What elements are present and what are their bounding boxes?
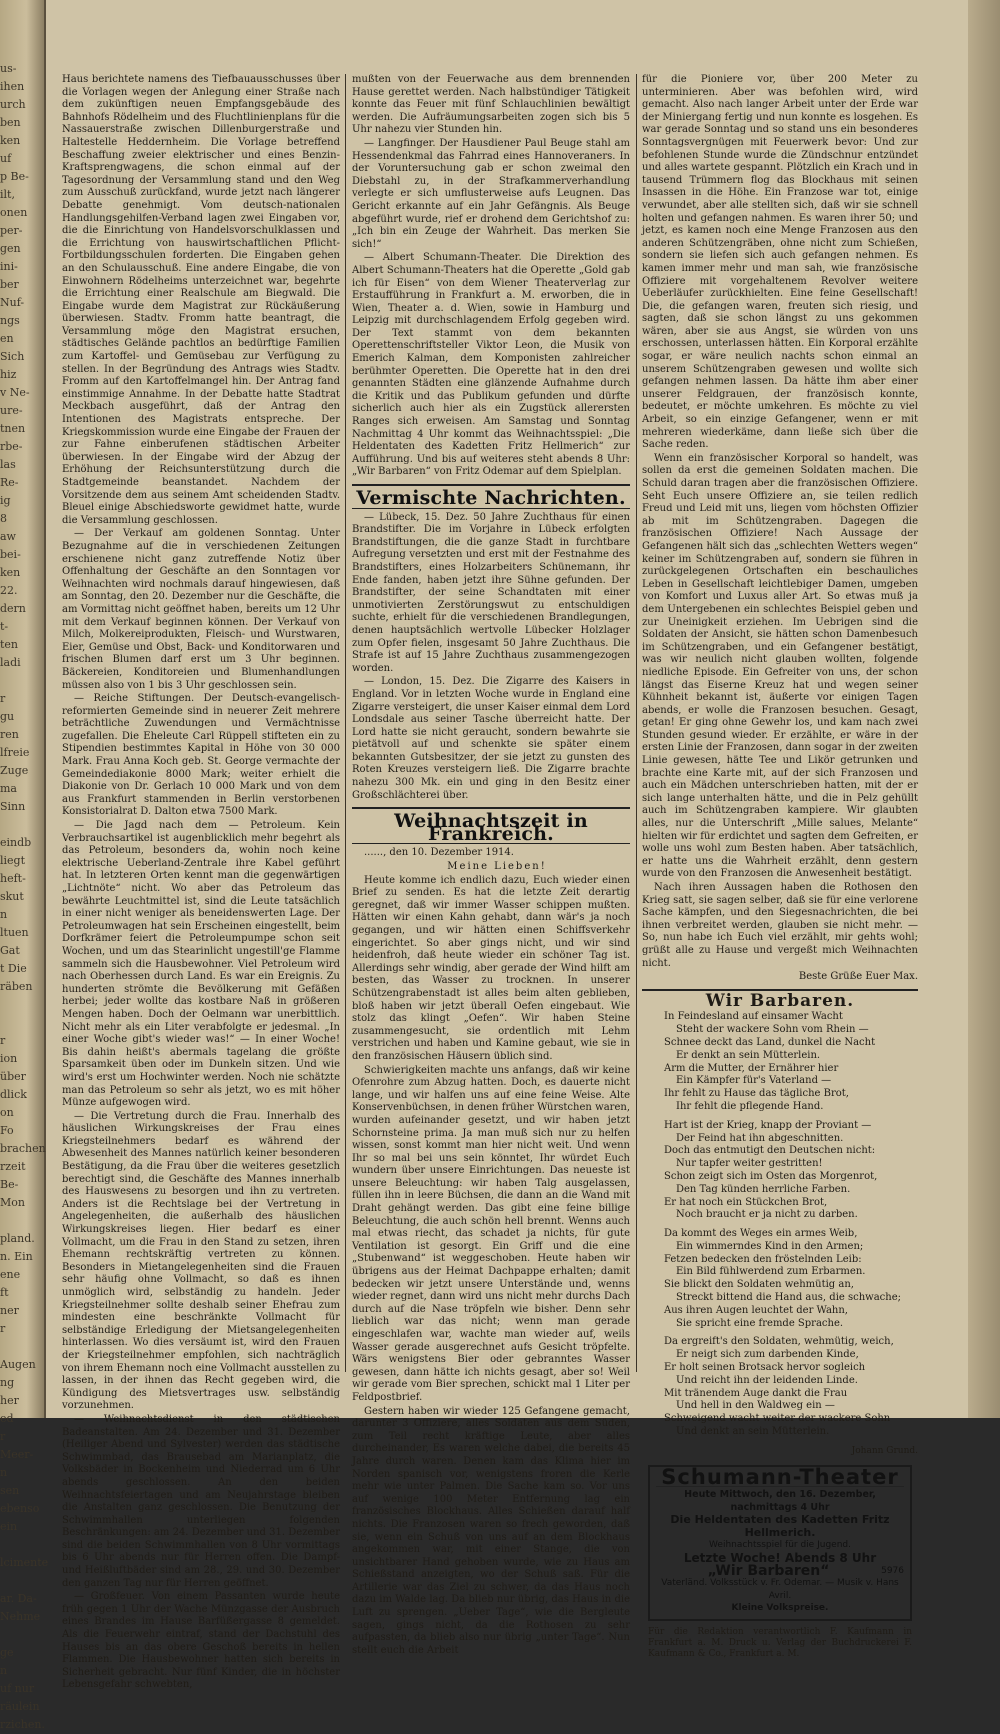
edge-fragment: ion	[0, 1052, 18, 1065]
edge-fragment: lfreie	[0, 746, 30, 759]
poem-stanza	[642, 1336, 918, 1438]
edge-fragment: eindb	[0, 836, 32, 849]
section-divider	[352, 484, 630, 486]
article-paragraph: — London, 15. Dez. Die Zigarre des Kaisers in England. Vor in letzten Woche wurde in England eine Zigarre versteigert, die unser Kaiser einmal dem Lord Londsdale aus seiner Tasche überreicht hatte. Der Lord hatte sie nicht geraucht, sondern bewahrte sie pietätvoll auf und schenkte sie später einem bekannten Gutsbesitzer, der sie jetzt zu gunsten des Roten Kreuzes versteigern ließ. Die Zigarre brachte nahezu 300 Mk. ein und ging in den Besitz einer Großschlächterei über.	[352, 676, 630, 801]
article-paragraph: — Weihnachtsdienst in den städtischen Badeanstalten. Am 24. Dezember und 31. Dezember (Heiliger Abend und Sylvester) werden das städtische Schwimmbad, das Brausebad am Marianplatz, die Volksbäder in Bockenheim und Niederrad um 6 Uhr abends geschlossen. An den beiden Weihnachtsfeiertagen und am Neujahrstage bleiben die Anstalten ganz geschlossen. Die Benutzung der Schwimmhallen unterliegen folgenden Beschränkungen: am 24. Dezember und 31. Dezember sind die beiden Schwimmhallen von 8 Uhr vormittags bis 6 Uhr abends nur für Herren offen. Die Dampf- und Heißluftbäder sind am 28., 29. und 30. Dezember den ganzen Tag nur für Herren geöffnet.	[62, 1413, 340, 1589]
ad-line: Kleine Volkspreise.	[731, 1603, 829, 1614]
poem-line: Da ergreift's den Soldaten, wehmütig, weich,	[664, 1336, 894, 1348]
ad-line: Die Heldentaten des Kadetten Fritz Hellmerich.	[670, 1513, 890, 1539]
poem-line: Da kommt des Weges ein armes Weib,	[664, 1228, 858, 1240]
edge-fragment: ene	[0, 1268, 21, 1281]
edge-fragment: t Die	[0, 962, 27, 975]
article-paragraph: mußten von der Feuerwache aus dem brennenden Hause gerettet werden. Nach halbstündiger Tätigkeit konnte das Feuer mit fünf Schlauchlinien bewältigt werden. Die Aufräumungsarbeiten zogen sich bis 5 Uhr nahezu vier Stunden hin.	[352, 74, 630, 136]
edge-fragment: Augen	[0, 1358, 36, 1371]
column-2	[352, 74, 630, 1656]
edge-fragment: bei-	[0, 548, 21, 561]
poem-line: Fetzen bedecken den fröstelnden Leib:	[664, 1253, 862, 1265]
poem-line: Sie blickt den Soldaten wehmütig an,	[664, 1279, 854, 1291]
edge-fragment: 8	[0, 512, 7, 525]
section-heading-vermischte: Vermischte Nachrichten.	[356, 487, 626, 509]
article-paragraph: — Großfeuer. Von einem Passanten wurde heute früh gegen 1 Uhr der Wache Münzgasse der Ausbruch eines Brandes im Hause Barfüßergasse 8 gemeldet. Als die Feuerwehr eintraf, stand der Dachstuhl des Hauses bis an das obere Geschoß bereits in hellen Flammen. Die Hausbewohner hatten sich bereits in Sicherheit gebracht. Nur fünf Kinder, die in höchster Lebensgefahr schwebten,	[62, 1591, 340, 1691]
poem-line: Er denkt an sein Mütterlein.	[676, 1049, 821, 1061]
edge-fragment: ebenso	[0, 1502, 40, 1515]
poem-line: Schnee deckt das Land, dunkel die Nacht	[664, 1036, 876, 1048]
previous-page-text-fragments	[0, 60, 49, 1734]
edge-fragment: Mon	[0, 1196, 25, 1209]
edge-fragment: ner	[0, 1304, 19, 1317]
poem-line: Er neigt sich zum darbenden Kinde,	[676, 1349, 859, 1361]
column-3	[642, 74, 918, 1659]
poem-line: Aus ihren Augen leuchtet der Wahn,	[664, 1304, 848, 1316]
ad-line: Vaterländ. Volksstück v. Fr. Odemar. — Musik v. Hans Avril.	[661, 1578, 899, 1601]
ad-title: Schumann-Theater	[656, 1471, 904, 1487]
poem-line: Er holt seinen Brotsack hervor sogleich	[664, 1362, 866, 1374]
poem-line: Ihr fehlt die pflegende Hand.	[676, 1100, 824, 1112]
edge-fragment: brachen	[0, 1142, 46, 1155]
edge-fragment: Re-	[0, 476, 19, 489]
edge-fragment: r	[0, 1430, 6, 1443]
edge-fragment: r	[0, 1034, 6, 1047]
edge-fragment: ilt,	[0, 188, 15, 201]
poem-line: Mit tränendem Auge dankt die Frau	[664, 1387, 848, 1399]
poem-line: Den Tag künden herrliche Farben.	[676, 1183, 851, 1195]
column-1	[62, 74, 341, 1691]
edge-fragment: sen	[0, 1484, 20, 1497]
article-paragraph: — Die Jagd nach dem — Petroleum. Kein Verbrauchsartikel ist augenblicklich mehr begehrt als das Petroleum, besonders da, wohin noch keine elektrische Ueberland-Zentrale ihre Kabel geführt hat. In letzteren Orten kennt man die gegenwärtigen „Lichtnöte“ nicht. Wo aber das Petroleum das bewährte Leuchtmittel ist, sind die Leute tatsächlich in einer nicht weniger als beneidenswerten Lage. Der Petroleumwagen hat sein Erscheinen eingestellt, beim Dorfkrämer feiert die Petroleumpumpe schon seit Wochen, und um das Stearinlicht ungestill'ge Flamme sammeln sich die Hausbewohner. Viel Petroleum wird nach Oberhessen durch Land. Es war ein Ereignis. Zu hunderten strömte die Bevölkerung mit Gefäßen herbei; jeder wollte das kostbare Naß in größeren Mengen haben. Doch der Oelmann war unerbittlich. Nicht mehr als ein Liter verabfolgte er jedesmal. „In einer Woche gibt's wieder was!“ — In einer Woche! Bis dahin heißt's abermals tagelang die größte Sparsamkeit üben oder im Dunkeln sitzen. Und wie wird's erst um Hochwinter werden. Noch nie schätzte man das Petroleum so sehr als jetzt, wo es mit höher Münze aufgewogen wird.	[62, 820, 340, 1109]
poem-line: Ein wimmerndes Kind in den Armen;	[676, 1240, 864, 1252]
edge-fragment: p Be-	[0, 170, 29, 183]
edge-fragment: über	[0, 1070, 26, 1083]
article-paragraph: Schwierigkeiten machte uns anfangs, daß wir keine Ofenrohre zum Abzug hatten. Doch, es dauerte nicht lange, und wir halfen uns auf eine feine Weise. Alte Konservenbüchsen, in denen früher Würstchen waren, wurden aufeinander gesetzt, und wir haben jetzt Schornsteine prima. Ja man muß sich nur zu helfen wissen, sonst kommt man hier nicht weit. Und wenn Ihr so mal bei uns sein könntet, Ihr würdet Euch wundern über unsere Einrichtungen. Das neueste ist unsere Beleuchtung: wir haben Talg ausgelassen, füllen ihn in leere Büchsen, die dann an die Wand mit Draht gehängt werden. Das gibt eine feine billige Beleuchtung, die auch schön hell brennt. Wenns auch mal etwas riecht, das schadet ja nichts, für gute Ventilation ist gesorgt. Ein Griff und die eine „Stubenwand“ ist weggeschoben. Heute haben wir übrigens aus der Heimat Dachpappe erhalten; damit bedecken wir jetzt unsere Unterstände und, wenns wieder regnet, dann wird uns nicht mehr durchs Dach durch auf die Nase tröpfeln wie bisher. Denn sehr lieblich war das nicht; wenn man gerade eingeschlafen war, wachte man wieder auf, weils Wasser gerade ausgerechnet aufs Gesicht tröpfelte. Wärs wenigstens Bier oder gebranntes Wasser gewesen, dann hätte ich nichts gesagt, aber so! Weil wir gerade vom Bier sprechen, schickt mal 1 Liter per Feldpostbrief.	[352, 1064, 630, 1403]
poem-line: Streckt bittend die Hand aus, die schwache;	[676, 1292, 902, 1304]
edge-fragment: dlick	[0, 1088, 27, 1101]
poem-line: Schweigend wacht weiter der wackere Sohn	[664, 1413, 891, 1425]
poem-stanza	[642, 1011, 918, 1113]
edge-fragment: Zuge	[0, 764, 29, 777]
imprint: Für die Redaktion verantwortlich F. Kaufmann in Frankfurt a. M. Druck u. Verlag der Buchdruckerei F. Kaufmann & Co., Frankfurt a. M.	[648, 1626, 912, 1659]
section-heading-weihnacht: Weihnachtszeit in Frankreich.	[394, 810, 588, 845]
column-rule	[636, 74, 637, 1372]
edge-fragment: urch	[0, 98, 26, 111]
edge-fragment: onen	[0, 206, 28, 219]
theater-advertisement	[648, 1465, 912, 1621]
poem-line: Der Feind hat ihn abgeschnitten.	[676, 1132, 844, 1144]
edge-fragment	[0, 1626, 40, 1644]
ad-line: Heute Mittwoch, den 16. Dezember, nachmittags 4 Uhr	[684, 1489, 876, 1513]
poem-line: Arm die Mutter, der Ernährer hier	[664, 1062, 839, 1074]
poem-line: Ein Bild fühlwerdend zum Erbarmen.	[676, 1266, 866, 1278]
edge-fragment: ed	[0, 1412, 14, 1425]
edge-fragment	[0, 1572, 40, 1590]
edge-fragment: 22.	[0, 584, 18, 597]
edge-fragment: n	[0, 1664, 8, 1677]
ad-play-title: „Wir Barbaren“	[707, 1562, 830, 1579]
edge-fragment: Be-	[0, 1178, 19, 1191]
article-paragraph: Wenn ein französischer Korporal so handelt, was sollen da erst die gemeinen Soldaten machen. Die Schuld daran tragen aber die französischen Offiziere. Seht Euch unsere Offiziere an, sie teilen redlich Freud und Leid mit uns, liegen vom höchsten Offizier ab mit im Schützengraben. Dagegen die französischen Offiziere! Nach Aussage der Gefangenen hält sich das „schlechten Wetters wegen“ keiner im Schützengraben auf, sondern sie führen in zurückgelegenen Ortschaften ein beschauliches Leben in Gesellschaft leichtlebiger Damen, umgeben von Komfort und Luxus aller Art. So etwas muß ja dem Untergebenen ein schlechtes Beispiel geben und zur Uneinigkeit erziehen. Im Uebrigen sind die Soldaten der Ansicht, sie hätten schon Damenbesuch im Schützengraben, und ein Gefangener bestätigt, was wir neulich nicht glauben wollten, folgende niedliche Episode. Ein Gefreiter von uns, der schon längst das Eiserne Kreuz hat und wegen seiner Kühnheit bekannt ist, äußerte vor einigen Tagen abends, er wolle die Franzosen besuchen. Gesagt, getan! Er ging ohne Gewehr los, und kam nach zwei Stunden gesund wieder. Er erzählte, er wäre in der ersten Linie der Franzosen, dann sogar in der zweiten Linie gewesen, hätte Tee und Likör getrunken und brachte eine Karte mit, auf der sich Franzosen und auch ein Mädchen unterschrieben hatten, mit der er sich lange unterhalten hätte, und die in Pelz gehüllt auch im Schützengraben kampiere. Wir glaubten alles, nur die Unterschrift „Mille salues, Melante“ hielten wir für erdichtet und sagten dem Gefreiten, er wolle uns wohl zum Besten haben. Aber tatsächlich, er hatte uns die Wahrheit erzählt, denn gestern wurde von den Franzosen die Anwesenheit bestätigt.	[642, 452, 918, 880]
edge-fragment: ar. Da-	[0, 1592, 37, 1605]
letter-signoff: Beste Grüße Euer Max.	[798, 971, 918, 983]
edge-fragment: skut	[0, 890, 24, 903]
edge-fragment	[0, 1536, 40, 1554]
ad-line: Weihnachtsspiel für die Jugend.	[709, 1540, 851, 1551]
edge-fragment: ihen	[0, 80, 25, 93]
edge-fragment	[0, 672, 40, 690]
edge-fragment	[0, 1338, 40, 1356]
edge-fragment: ken	[0, 566, 21, 579]
edge-fragment: ben	[0, 116, 21, 129]
edge-fragment: ken	[0, 134, 21, 147]
poem-line: Und denkt an sein Mütterlein.	[676, 1426, 830, 1438]
edge-fragment: tnen	[0, 422, 26, 435]
poem-line: Hart ist der Krieg, knapp der Proviant —	[664, 1119, 872, 1131]
article-paragraph: — Die Vertretung durch die Frau. Innerhalb des häuslichen Wirkungskreises der Frau eines Kriegsteilnehmers bedarf es während der Abwesenheit des Mannes natürlich keiner besonderen Bestätigung, da die Frau über die weiteres gesetzlich berechtigt sind, die Geschäfte des Mannes innerhalb des Hauswesens zu besorgen und ihn zu vertreten. Anders ist die Rechtslage bei der Vertretung in Angelegenheiten, die außerhalb des häuslichen Wirkungskreises liegen. Hier bedarf es einer Vollmacht, um die Frau in den Stand zu setzen, ihren Ehemann rechtskräftig vertreten zu können. Besonders in Mietangelegenheiten sind die Frauen sehr häufig ohne Vollmacht, so daß es ihnen unmöglich wird, selbständig zu handeln. Jeder Kriegsteilnehmer sollte deshalb seiner Ehefrau zum mindesten eine beschränkte Vollmacht für selbständige Erledigung der Mietsangelegenheiten hinterlassen. Wo dies versäumt ist, wird den Frauen der Kriegsteilnehmer empfohlen, sich nachträglich von ihrem Ehemann noch eine Vollmacht ausstellen zu lassen, in der ihnen das Recht gegeben wird, die Kündigung des Mietsvertrages usw. selbständig vorzunehmen.	[62, 1110, 340, 1412]
edge-fragment: on	[0, 1106, 14, 1119]
edge-fragment: rzichen.	[0, 1718, 45, 1731]
edge-fragment: lcimente	[0, 1556, 49, 1569]
edge-fragment: her	[0, 1394, 19, 1407]
poem-line: Er hat noch ein Stückchen Brot,	[664, 1196, 828, 1208]
edge-fragment: gen	[0, 242, 21, 255]
article-paragraph: — Lübeck, 15. Dez. 50 Jahre Zuchthaus für einen Brandstifter. Die im Vorjahre in Lübeck erfolgten Brandstiftungen, die die ganze Stadt in furchtbare Aufregung versetzten und erst mit der Festnahme des Brandstifters, eines Holzarbeiters Schünemann, ihr Ende fanden, haben jetzt ihre Sühne gefunden. Der Brandstifter, der seine Schandtaten mit einer unmotivierten Zerstörungswut zu entschuldigen suchte, erhielt für die verschiedenen Brandlegungen, denen hauptsächlich wertvolle Lübecker Holzlager zum Opfer fielen, insgesamt 50 Jahre Zuchthaus. Die Strafe ist auf 15 Jahre Zuchthaus zusammengezogen worden.	[352, 511, 630, 674]
poem-line: Steht der wackere Sohn vom Rhein —	[676, 1024, 869, 1036]
poem-stanza	[642, 1228, 918, 1330]
section-divider	[352, 807, 630, 809]
edge-fragment: dern	[0, 602, 26, 615]
edge-fragment: r	[0, 692, 6, 705]
edge-fragment: ig	[0, 494, 11, 507]
poem-line: Und reicht ihn der leidenden Linde.	[676, 1374, 858, 1386]
edge-fragment: liegt	[0, 854, 26, 867]
poem-line: Schon zeigt sich im Osten das Morgenrot,	[664, 1170, 878, 1182]
edge-fragment: Fo	[0, 1124, 14, 1137]
poem	[642, 1011, 918, 1439]
edge-fragment: ladi	[0, 656, 21, 669]
previous-page-edge	[0, 0, 49, 1731]
edge-fragment: Meer-	[0, 1448, 34, 1461]
edge-fragment: ge	[0, 1646, 14, 1659]
edge-fragment: las	[0, 458, 16, 471]
edge-fragment	[0, 816, 40, 834]
edge-fragment: räulein	[0, 1700, 40, 1713]
page-right-edge	[968, 0, 1000, 1418]
edge-fragment: us-	[0, 62, 17, 75]
edge-fragment: ure-	[0, 404, 23, 417]
article-paragraph: Heute komme ich endlich dazu, Euch wieder einen Brief zu senden. Es hat die letzte Zeit derartig geregnet, daß wir immer Wasser schippen mußten. Hätten wir einen Kahn gehabt, dann wär's ja noch gegangen, und wir hätten einen Schiffsverkehr eingerichtet. So aber gings nicht, und wir sind heidenfroh, daß heute wieder ein schöner Tag ist. Allerdings sehr windig, aber gerade der Wind hilft am besten, das Wasser zu trocknen. In unserer Schützengrabenstadt ist alles beim alten geblieben, bloß haben wir jetzt überall Oefen eingebaut. Wie stolz das klingt „Oefen“. Wir haben Steine zusammengesucht, sie ordentlich mit Lehm verstrichen und haben und Kamine gebaut, wie sie in den französischen Häusern üblich sind.	[352, 874, 630, 1062]
edge-fragment: rbe-	[0, 440, 23, 453]
edge-fragment: Sich	[0, 350, 25, 363]
edge-fragment: ng	[0, 1376, 15, 1389]
edge-fragment: ft	[0, 1286, 9, 1299]
edge-fragment: n	[0, 1466, 8, 1479]
poem-line: Doch das entmutigt den Deutschen nicht:	[664, 1145, 876, 1157]
edge-fragment	[0, 996, 40, 1014]
article-paragraph: Nach ihren Aussagen haben die Rothosen den Krieg satt, sie sagen selber, daß sie für eine verlorene Sache kämpfen, und den Siegesnachrichten, die bei ihnen verbreitet werden, glauben sie nicht mehr. — So, nun habe ich Euch viel erzählt, mir gehts wohl; grüßt alle zu Hause und vergeßt mich Weihnachten nicht.	[642, 882, 918, 969]
poem-line: Ihr fehlt zu Hause das tägliche Brot,	[664, 1088, 849, 1100]
poem-line: Ein Kämpfer für's Vaterland —	[676, 1075, 832, 1087]
edge-fragment: heft-	[0, 872, 26, 885]
edge-fragment: ngs	[0, 314, 20, 327]
edge-fragment: n	[0, 908, 8, 921]
poem-line: In Feindesland auf einsamer Wacht	[664, 1011, 843, 1023]
article-paragraph: — Albert Schumann-Theater. Die Direktion des Albert Schumann-Theaters hat die Operette „Gold gab ich für Eisen“ von dem Wiener Theaterverlag zur Erstaufführung in Frankfurt a. M. erworben, die in Wien, Theater a. d. Wien, sowie in Hamburg und Leipzig mit durchschlagendem Erfolg gegeben wird. Der Text stammt von dem bekannten Operettenschriftsteller Viktor Leon, die Musik von Emerich Kalman, dem Komponisten zahlreicher berühmter Operetten. Die Operette hat in den drei genannten Städten eine glänzende Aufnahme durch die Kritik und das Publikum gefunden und dürfte sicherlich auch hier als ein Zugstück allerersten Ranges sich erweisen. Am Samstag und Sonntag Nachmittag 4 Uhr kommt das Weihnachtsspiel: „Die Heldentaten des Kadetten Fritz Hellmerich“ zur Aufführung. Und bis auf weiteres steht abends 8 Uhr: „Wir Barbaren“ von Fritz Odemar auf dem Spielplan.	[352, 252, 630, 478]
edge-fragment: per-	[0, 224, 23, 237]
ad-line	[656, 1562, 904, 1579]
article-paragraph: Haus berichtete namens des Tiefbauausschusses über die Vorlagen wegen der Anlegung einer Straße nach dem zukünftigen neuen Empfangsgebäude des Bahnhofs Rödelheim und des Fluchtlinienplans für die Nassauerstraße zwischen Dillenburgerstraße und Haltestelle Heddernheim. Die Vorlage betreffend Beschaffung zweier elektrischer und eines Benzin-Kraftsprengwagens, die schon einmal auf der Tagesordnung der Versammlung stand und den Weg zum Ausschuß zurückfand, wurde jetzt nach längerer Debatte genehmigt. Vom deutsch-nationalen Handlungsgehilfen-Verband lagen zwei Eingaben vor, die die Einrichtung von Handelsvorschulklassen und die Errichtung von hauswirtschaftlichen Pflicht-Fortbildungsschulen forderten. Die Eingaben gehen an den Schulausschuß. Eine andere Eingabe, die von Einwohnern Rödelheims unterzeichnet war, begehrte die Errichtung einer Realschule am Biegwald. Die Eingabe wurde dem Magistrat zur Rückäußerung überwiesen. Stadtv. Fromm hatte beantragt, die Versammlung möge den Magistrat ersuchen, städtisches Gelände pachtlos an bedürftige Familien zum Kartoffel- und Gemüsebau zur Verfügung zu stellen. In der Begründung des Antrags wies Stadtv. Fromm auf den Kartoffelmangel hin. Der Antrag fand einstimmige Annahme. In der Debatte hatte Stadtrat Meckbach ausgeführt, daß der Antrag den Intentionen des Magistrats entspreche. Der Kriegskommission wurde eine Eingabe der Frauen der zur Fahne einberufenen städtischen Arbeiter überwiesen. In der Eingabe wird der Abzug der Erhöhung der Reichsunterstützung durch die Stadtgemeinde beanstandet. Nachdem der Vorsitzende dem aus seinem Amt scheidenden Stadtv. Bleuel einige Abschiedsworte gewidmet hatte, wurde die Versammlung geschlossen.	[62, 74, 341, 526]
article-paragraph: für die Pioniere vor, über 200 Meter zu unterminieren. Aber was befohlen wird, wird gemacht. Also nach langer Arbeit unter der Erde war der Miniergang fertig und nun konnte es losgehen. Es war gerade Sonntag und so stand uns ein besonderes Sonntagsvergnügen mit Feuerwerk bevor: Und zur befohlenen Stunde wurde die Zündschnur entzündet und alles wartete gespannt. Plötzlich ein Krach und in tausend Trümmern flog das Blockhaus mit seinen Insassen in die Höhe. Ein Franzose war tot, einige verwundet, aber alle stellten sich, daß wir sie schnell holten und gefangen nahmen. Es waren ihrer 50; und jetzt, es kamen noch eine Menge Franzosen aus den anderen Schützengräben, ohne nicht zum Schießen, sondern sie liefen sich auch gefangen nehmen. Es kamen immer mehr und man sah, wie französische Offiziere mit vorgehaltenem Revolver weitere Ueberläufer zurückhielten. Eine feine Gesellschaft! Die, die gefangen waren, freuten sich riesig, und sagten, daß sie schon längst zu uns gekommen wären, aber sie aus Angst, sie würden von uns erschossen, unterlassen hätten. Ein Korporal erzählte sogar, er wäre neulich nachts schon einmal an unserem Schützengraben gewesen und wollte sich gefangen nehmen lassen. Da hätte ihm aber einer unserer Feldgrauen, der französisch konnte, bedeutet, er möchte umkehren. Es möchte zu viel Arbeit, so ein einzige Gefangener, wenn er mit mehreren wiederkäme, dann ließe sich über die Sache reden.	[642, 74, 918, 451]
edge-fragment: ren	[0, 728, 19, 741]
poem-line: Und hell in den Waldweg ein —	[676, 1400, 835, 1412]
article-paragraph: — Langfinger. Der Hausdiener Paul Beuge stahl am Hessendenkmal das Fahrrad eines Hannoveraners. In der Voruntersuchung gab er schon zweimal den Diebstahl zu, in der Strafkammerverhandlung verlegte er sich umflusterweise aufs Leugnen. Das Gericht erkannte auf ein Jahr Gefängnis. Als Beuge abgeführt wurde, rief er drohend dem Gerichtshof zu: „Ich bin ein Zeuge der Wahrheit. Das merken Sie sich!“	[352, 137, 630, 250]
edge-fragment: v Ne-	[0, 386, 30, 399]
edge-fragment: Nehme	[0, 1610, 41, 1623]
edge-fragment: pland.	[0, 1232, 35, 1245]
edge-fragment	[0, 1014, 40, 1032]
poem-line: Nur tapfer weiter gestritten!	[676, 1158, 823, 1170]
edge-fragment: en	[0, 332, 14, 345]
poem-stanza	[642, 1120, 918, 1222]
article-paragraph: Gestern haben wir wieder 125 Gefangene gemacht, darunter 3 Offiziere, alles Soldaten aus dem Süden, zum Teil recht kräftige Leute, aber alles durcheinander, Es waren welche dabei, die bereits 45 Jahre durch waren. Denen kam das Klima hier im Norden spanisch vor, wenigstens froren die Kerle mehr wie unter Palmen. Die Sache kam so. Vor uns auf wenige 100 Meter Entfernung lag ein französisches Blockhaus. Alles Schießen darauf half nichts. Die Franzosen waren so frech geworden, daß sie, wenn ein Schuß von uns auf an dem Blockhaus angekommen war, mit einer Stange, die von unsichtbarer Hand gehoben wurde, wie zu Haus am Schießstand anzeigten, wo der Schuß saß. Für die Artillerie war das Ziel zu schwer, da das Haus noch dazu im Walde lag. Da blieb nur übrig, das Haus in die Luft zu sprengen. „Ueber Tage“, wie die Bergleute sagen, gings nicht, da die Rothosen zu sehr aufpassten, da blieb also nur übrig „unter Tage“. Nun stellt euch die Arbeit	[352, 1405, 630, 1656]
poem-title: Wir Barbaren.	[705, 990, 855, 1011]
edge-fragment: Sinn	[0, 800, 26, 813]
article-paragraph: — Der Verkauf am goldenen Sonntag. Unter Bezugnahme auf die in verschiedenen Zeitungen erschienene nicht ganz zutreffende Notiz über Offenhaltung der Geschäfte an den Sonntagen vor Weihnachten wird nochmals darauf hingewiesen, daß am Sonntag, den 20. Dezember nur die Geschäfte, die am Vormittag nicht geöffnet haben, bereits um 12 Uhr mit dem Verkauf beginnen können. Der Verkauf von Milch, Molkereiprodukten, Fleisch- und Wurstwaren, Eier, Gemüse und Obst, Back- und Konditorwaren und frischen Blumen darf erst um 3 Uhr beginnen. Bäckereien, Konditoreien und Blumenhandlungen müssen also von 1 bis 3 Uhr geschlossen sein.	[62, 528, 340, 691]
edge-fragment: rzeit	[0, 1160, 26, 1173]
edge-fragment: Nuf-	[0, 296, 25, 309]
edge-fragment	[0, 1212, 40, 1230]
ad-line: Letzte Woche! Abends 8 Uhr	[683, 1551, 877, 1565]
edge-fragment: aw	[0, 530, 16, 543]
edge-fragment: gu	[0, 710, 15, 723]
edge-fragment: n. Ein	[0, 1250, 33, 1263]
edge-fragment: hiz	[0, 368, 17, 381]
column-rule	[345, 74, 346, 1372]
edge-fragment: t-	[0, 620, 9, 633]
article-paragraph: — Reiche Stiftungen. Der Deutsch-evangelisch-reformierten Gemeinde sind in neuerer Zeit mehrere beträchtliche Zuwendungen und Vermächtnisse zugefallen. Die Eheleute Carl Rüppell stifteten ein zu Stipendien bestimmtes Kapital in Höhe von 30 000 Mark. Frau Anna Koch geb. St. George vermachte der Gemeindediakonie 8000 Mark; weiter erhielt die Diakonie von Dr. Gerlach 10 000 Mark und von dem aus Frankfurt stammenden in Berlin verstorbenen Konsistorialrat D. Dalton etwa 7500 Mark.	[62, 693, 340, 818]
edge-fragment: uf nur	[0, 1682, 35, 1695]
ad-number: 5976	[881, 1565, 904, 1576]
edge-fragment: ber	[0, 278, 19, 291]
edge-fragment: ini-	[0, 260, 18, 273]
edge-fragment: Gat	[0, 944, 20, 957]
letter-dateline: ......, den 10. Dezember 1914.	[364, 847, 514, 859]
poem-author: Johann Grund.	[851, 1445, 918, 1456]
poem-line: Noch braucht er ja nicht zu darben.	[676, 1209, 858, 1221]
edge-fragment: uf	[0, 152, 12, 165]
poem-line: Sie spricht eine fremde Sprache.	[676, 1317, 844, 1329]
edge-fragment: r	[0, 1322, 6, 1335]
edge-fragment: ten	[0, 638, 19, 651]
letter-greeting: Meine Lieben!	[447, 861, 547, 873]
edge-fragment: räben	[0, 980, 33, 993]
edge-fragment: ltuen	[0, 926, 29, 939]
edge-fragment: ma	[0, 782, 17, 795]
edge-fragment: ein	[0, 1520, 18, 1533]
